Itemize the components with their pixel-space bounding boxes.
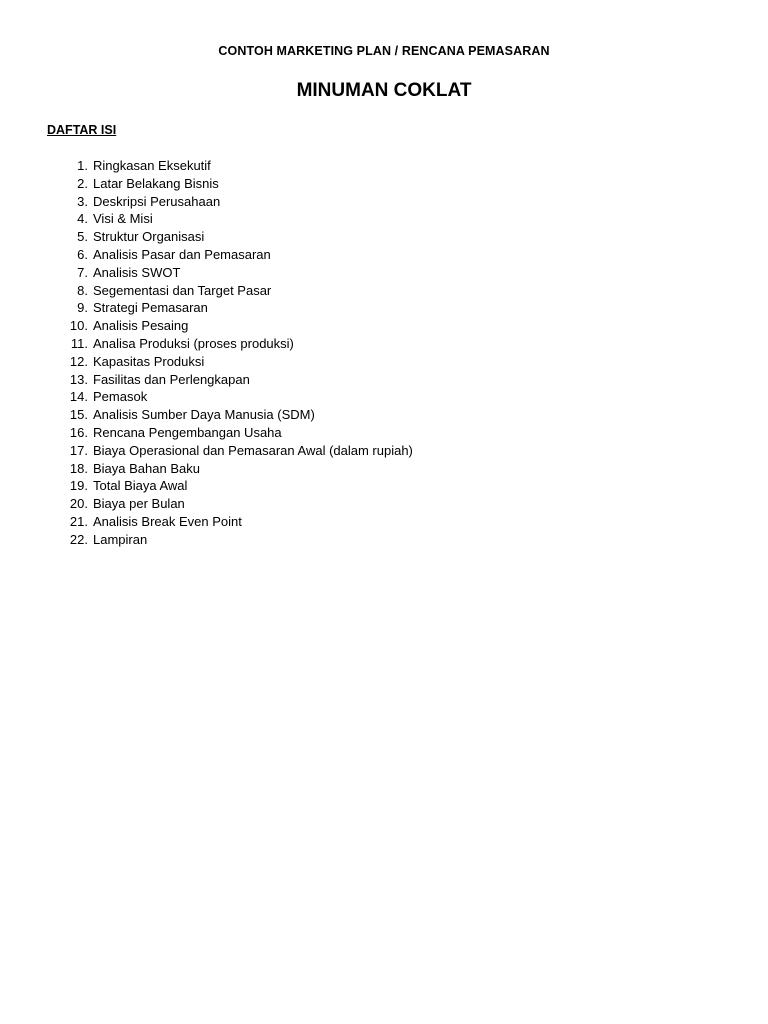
toc-item-text: Latar Belakang Bisnis bbox=[93, 175, 219, 191]
toc-item-text: Biaya Operasional dan Pemasaran Awal (dalam rupiah) bbox=[93, 442, 413, 458]
toc-item-text: Biaya Bahan Baku bbox=[93, 460, 200, 476]
toc-item-text: Fasilitas dan Perlengkapan bbox=[93, 371, 250, 387]
toc-item-number: 19. bbox=[69, 478, 88, 494]
toc-item-number: 15. bbox=[69, 407, 88, 423]
toc-item-number: 1. bbox=[77, 158, 88, 173]
toc-item-text: Biaya per Bulan bbox=[93, 496, 185, 512]
toc-item-text: Struktur Organisasi bbox=[93, 229, 205, 245]
toc-item-text: Visi & Misi bbox=[93, 211, 153, 227]
toc-item-text: Analisa Produksi (proses produksi) bbox=[93, 335, 294, 351]
toc-item-text: Segementasi dan Target Pasar bbox=[93, 282, 272, 298]
toc-item-number: 2. bbox=[77, 175, 88, 191]
toc-item-number: 4. bbox=[77, 211, 88, 227]
toc-item-text: Analisis Pesaing bbox=[93, 318, 189, 334]
toc-item-text: Lampiran bbox=[93, 531, 148, 547]
toc-item-number: 13. bbox=[69, 371, 88, 387]
toc-heading: DAFTAR ISI bbox=[47, 123, 117, 137]
toc-item-number: 6. bbox=[77, 246, 88, 262]
toc-item-number: 12. bbox=[69, 353, 88, 369]
toc-item-text: Pemasok bbox=[93, 389, 148, 405]
toc-item-text: Ringkasan Eksekutif bbox=[93, 158, 211, 173]
toc-item-number: 7. bbox=[77, 264, 88, 280]
toc-item-text: Analisis Sumber Daya Manusia (SDM) bbox=[93, 407, 315, 423]
toc-item-number: 5. bbox=[77, 229, 88, 245]
toc-item-number: 10. bbox=[69, 318, 88, 334]
document-title: MINUMAN COKLAT bbox=[296, 80, 472, 101]
toc-item-number: 21. bbox=[69, 513, 88, 529]
toc-item-text: Strategi Pemasaran bbox=[93, 300, 208, 316]
toc-item-number: 17. bbox=[69, 442, 88, 458]
toc-item-number: 18. bbox=[69, 460, 88, 476]
toc-item-number: 20. bbox=[69, 496, 88, 512]
toc-item-number: 16. bbox=[69, 424, 88, 440]
toc-item-text: Analisis SWOT bbox=[93, 264, 181, 280]
toc-item-number: 9. bbox=[77, 300, 88, 316]
toc-item-number: 14. bbox=[69, 389, 88, 405]
toc-item-number: 11. bbox=[70, 335, 88, 351]
toc-item-number: 8. bbox=[77, 282, 88, 298]
toc-item-text: Kapasitas Produksi bbox=[93, 353, 205, 369]
toc-item-text: Total Biaya Awal bbox=[93, 478, 188, 494]
toc-item-text: Rencana Pengembangan Usaha bbox=[93, 424, 282, 440]
document-subtitle: CONTOH MARKETING PLAN / RENCANA PEMASARAN bbox=[218, 44, 550, 58]
toc-item-text: Analisis Pasar dan Pemasaran bbox=[93, 246, 271, 262]
toc-item-number: 3. bbox=[77, 193, 88, 209]
toc-item-text: Deskripsi Perusahaan bbox=[93, 193, 221, 209]
toc-item-number: 22. bbox=[69, 531, 88, 547]
toc-item-text: Analisis Break Even Point bbox=[93, 513, 242, 529]
